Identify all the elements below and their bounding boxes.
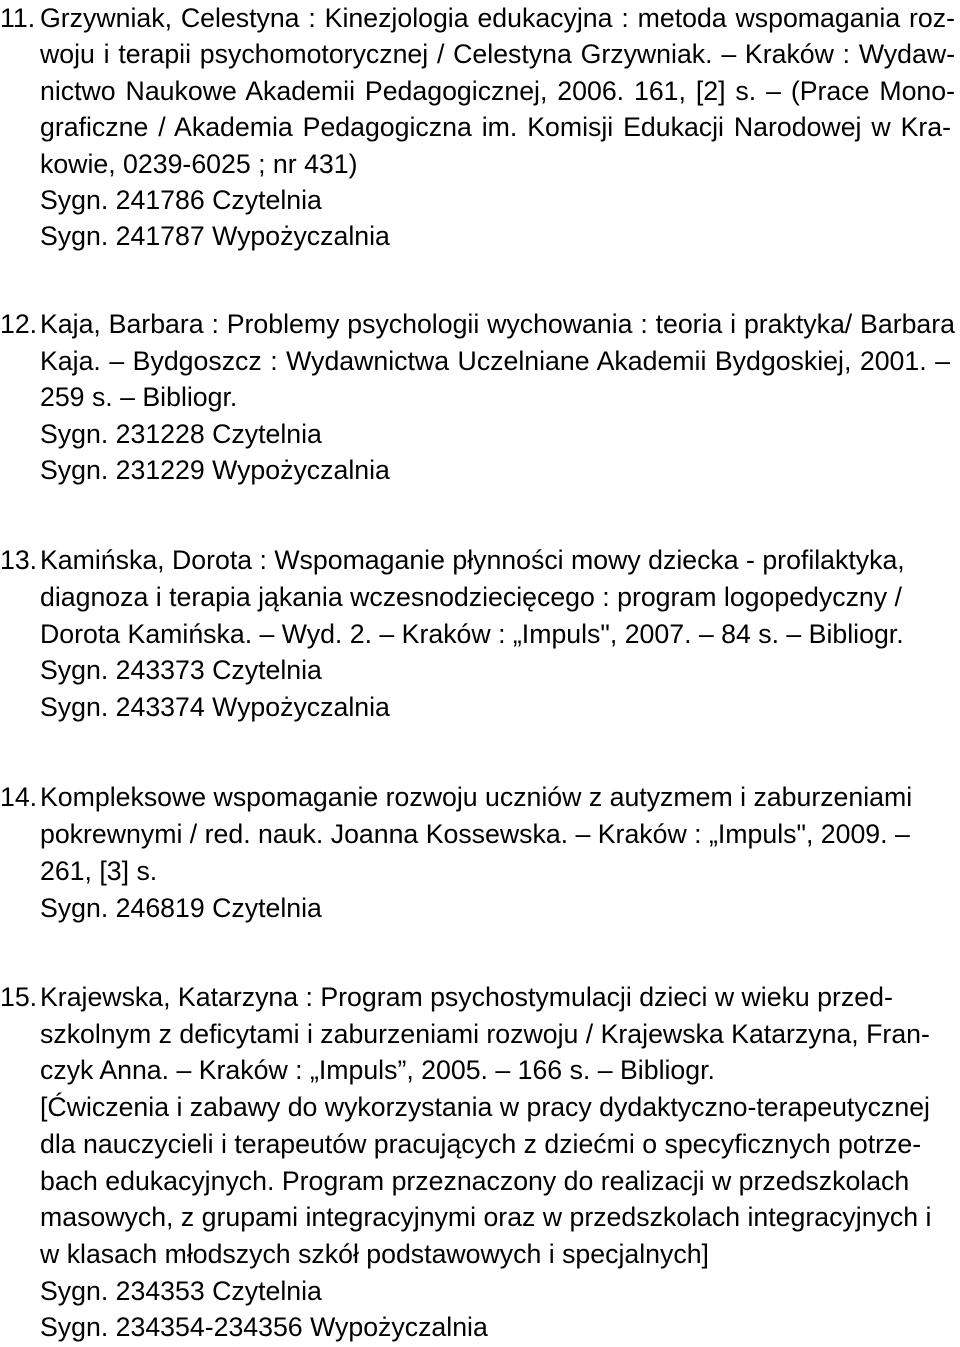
entry-description-line: kowie, 0239-6025 ; nr 431) [40, 148, 358, 179]
entry-description-line: pokrewnymi / red. nauk. Joanna Kossewska. – Kraków : „Impuls", 2009. – [40, 819, 910, 849]
bibliography-entry [0, 0, 960, 255]
entry-annotation-line: dla nauczycieli i terapeutów pracujących z dziećmi o specyficznych potrze- [40, 1128, 922, 1159]
bibliography-entry [0, 979, 960, 1346]
call-number-line: Sygn. 246819 Czytelnia [40, 893, 322, 923]
entry-description-line: nictwo Naukowe Akademii Pedagogicznej, 2006. 161, [2] s. – (Prace Mono- [40, 75, 955, 106]
entry-description-line: Dorota Kamińska. – Wyd. 2. – Kraków : „Impuls", 2007. – 84 s. – Bibliogr. [40, 618, 904, 649]
bibliography-entry [0, 306, 960, 489]
entry-annotation-line: masowych, z grupami integracyjnymi oraz w przedszkolach integracyjnych i [40, 1202, 932, 1233]
call-number-line: Sygn. 231228 Czytelnia [40, 418, 322, 449]
entry-description-line: szkolnym z deficytami i zaburzeniami rozwoju / Krajewska Katarzyna, Fran- [40, 1018, 930, 1049]
entry-description-line: Krajewska, Katarzyna : Program psychostymulacji dzieci w wieku przed- [40, 982, 893, 1012]
entry-number: 15. [0, 982, 38, 1012]
entry-description-line: Kamińska, Dorota : Wspomaganie płynności mowy dziecka - profilaktyka, [40, 545, 905, 575]
entry-annotation-line: bach edukacyjnych. Program przeznaczony do realizacji w przedszkolach [40, 1165, 910, 1196]
call-number-line: Sygn. 234353 Czytelnia [40, 1275, 322, 1306]
call-number-line: Sygn. 234354-234356 Wypożyczalnia [40, 1312, 488, 1343]
entry-description-line: Grzywniak, Celestyna : Kinezjologia edukacyjna : metoda wspomagania roz- [40, 3, 955, 33]
entry-number: 13. [0, 545, 38, 575]
call-number-line: Sygn. 243374 Wypożyczalnia [40, 692, 390, 722]
entry-description-line: Kaja. – Bydgoszcz : Wydawnictwa Uczelniane Akademii Bydgoskiej, 2001. – [40, 345, 950, 376]
entry-number: 14. [0, 782, 38, 812]
entry-description-line: Kompleksowe wspomaganie rozwoju uczniów z autyzmem i zaburzeniami [40, 782, 913, 812]
bibliography-entry [0, 542, 960, 726]
bibliography-entry [0, 779, 960, 927]
entry-description-line: 259 s. – Bibliogr. [40, 382, 238, 412]
call-number-line: Sygn. 241787 Wypożyczalnia [40, 221, 390, 252]
entry-number: 12. [0, 309, 38, 339]
entry-description-line: woju i terapii psychomotorycznej / Celestyna Grzywniak. – Kraków : Wydaw- [40, 39, 955, 70]
entry-description-line: Kaja, Barbara : Problemy psychologii wychowania : teoria i praktyka/ Barbara [40, 309, 955, 339]
entry-description-line: graficzne / Akademia Pedagogiczna im. Komisji Edukacji Narodowej w Kra- [40, 112, 951, 143]
entry-description-line: czyk Anna. – Kraków : „Impuls”, 2005. – 166 s. – Bibliogr. [40, 1055, 715, 1086]
call-number-line: Sygn. 243373 Czytelnia [40, 655, 322, 686]
call-number-line: Sygn. 241786 Czytelnia [40, 185, 322, 216]
entry-annotation-line: w klasach młodszych szkół podstawowych i specjalnych] [40, 1238, 709, 1269]
entry-description-line: diagnoza i terapia jąkania wczesnodziecięcego : program logopedyczny / [40, 581, 902, 612]
entry-description-line: 261, [3] s. [40, 856, 158, 886]
entry-number: 11. [0, 3, 36, 33]
call-number-line: Sygn. 231229 Wypożyczalnia [40, 455, 390, 485]
entry-annotation-line: [Ćwiczenia i zabawy do wykorzystania w pracy dydaktyczno-terapeutycznej [40, 1092, 930, 1123]
